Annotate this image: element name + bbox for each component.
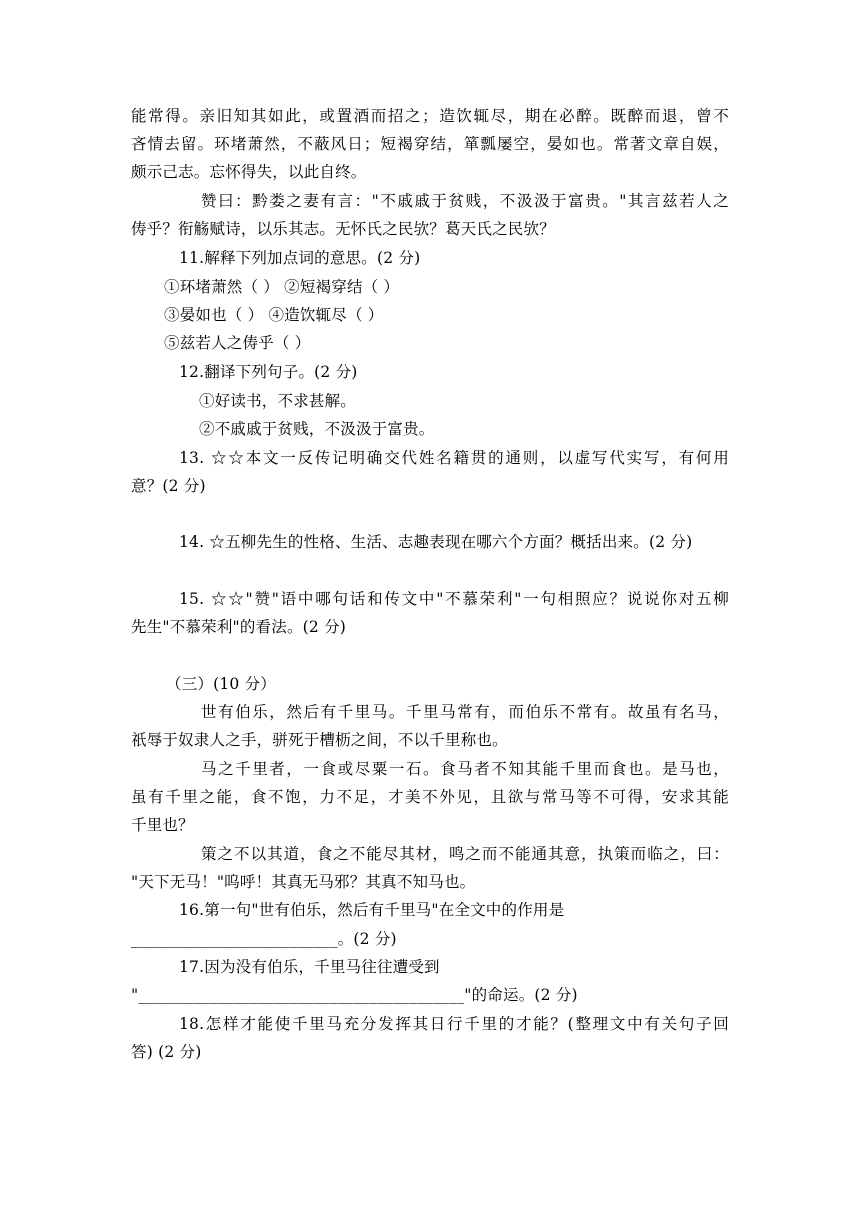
section-3-passage-line: "天下无马！"呜呼！其真无马邪？其真不知马也。: [131, 873, 476, 891]
praise-line: 俦乎？衔觞赋诗，以乐其志。无怀氏之民欤？葛天氏之民欤？: [131, 220, 555, 238]
question-11-item: ①环堵萧然（ ） ②短褐穿结（ ）: [164, 278, 400, 296]
section-3-heading: （三）(10 分）: [166, 675, 276, 693]
section-3-passage-line: 马之千里者，一食或尽粟一石。食马者不知其能千里而食也。是马也，: [201, 760, 729, 778]
question-16: 16.第一句"世有伯乐，然后有千里马"在全文中的作用是: [179, 901, 565, 919]
passage-line: 吝情去留。环堵萧然，不蔽风日；短褐穿结，箪瓢屡空，晏如也。常著文章自娱，: [131, 135, 729, 153]
question-17: 17.因为没有伯乐，千里马往往遭受到: [179, 958, 440, 976]
question-15: 15. ☆☆"赞"语中哪句话和传文中"不慕荣利"一句相照应？说说你对五柳: [179, 590, 729, 608]
section-3-passage-line: 策之不以其道，食之不能尽其材，鸣之而不能通其意，执策而临之，曰：: [201, 845, 729, 863]
question-12-item: ②不戚戚于贫贱，不汲汲于富贵。: [199, 420, 435, 438]
question-16-blank: __________________________。(2 分): [131, 930, 397, 948]
praise-line: 赞曰：黔娄之妻有言："不戚戚于贫贱，不汲汲于富贵。"其言兹若人之: [201, 192, 729, 210]
question-11-item: ③晏如也（ ） ④造饮辄尽（ ）: [164, 306, 384, 324]
section-3-passage-line: 祇辱于奴隶人之手，骈死于槽枥之间，不以千里称也。: [131, 731, 508, 749]
passage-line: 颇示己志。忘怀得失，以此自终。: [131, 163, 367, 181]
section-3-passage-line: 世有伯乐，然后有千里马。千里马常有，而伯乐不常有。故虽有名马，: [201, 703, 729, 721]
question-17-blank: "_________________________________________"的命运。(2 分): [131, 986, 578, 1004]
passage-line: 能常得。亲旧知其如此，或置酒而招之；造饮辄尽，期在必醉。既醉而退，曾不: [131, 107, 729, 125]
question-13: 13. ☆☆本文一反传记明确交代姓名籍贯的通则，以虚写代实写，有何用: [179, 449, 729, 467]
question-12-item: ①好读书，不求甚解。: [199, 392, 357, 410]
question-18: 答) (2 分): [131, 1043, 202, 1061]
question-11-title: 11.解释下列加点词的意思。(2 分): [179, 249, 421, 267]
question-14: 14. ☆五柳先生的性格、生活、志趣表现在哪六个方面？概括出来。(2 分): [179, 533, 693, 551]
question-11-item: ⑤兹若人之俦乎（ ）: [164, 334, 311, 352]
question-18: 18.怎样才能使千里马充分发挥其日行千里的才能？(整理文中有关句子回: [179, 1015, 729, 1033]
question-13: 意？(2 分): [131, 477, 206, 495]
section-3-passage-line: 虽有千里之能，食不饱，力不足，才美不外见，且欲与常马等不可得，安求其能: [131, 788, 729, 806]
section-3-passage-line: 千里也？: [131, 816, 194, 834]
question-15: 先生"不慕荣利"的看法。(2 分): [131, 618, 347, 636]
question-12-title: 12.翻译下列句子。(2 分): [179, 363, 358, 381]
